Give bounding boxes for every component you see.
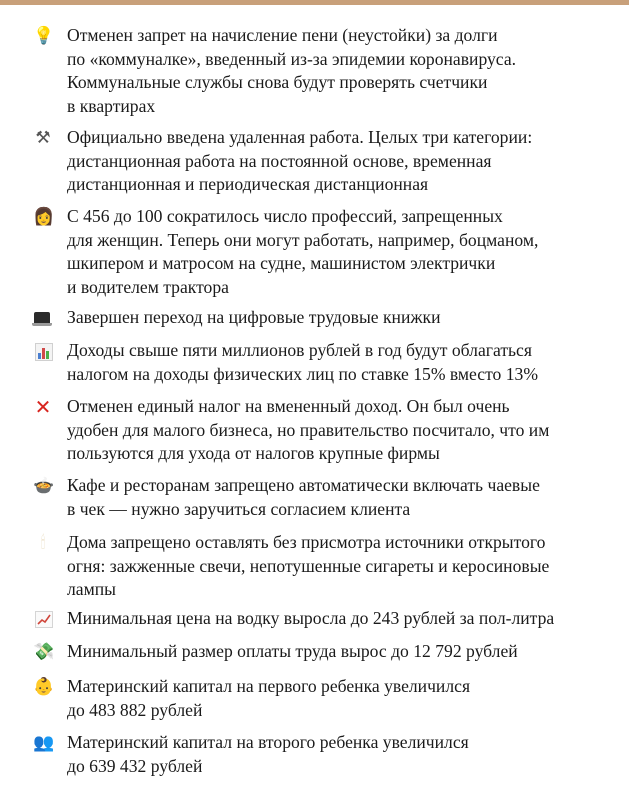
two-people-icon: 👥 [33, 733, 55, 753]
chart-increasing-icon [35, 611, 53, 628]
text-line: по «коммуналке», введенный из-за эпидемии коронавируса. [67, 48, 517, 69]
text-line: Отменен единый налог на вмененный доход. Он был очень [67, 396, 510, 416]
text-line: в квартирах [67, 95, 156, 116]
top-accent-bar [0, 0, 629, 5]
list-item-text [67, 607, 612, 631]
text-line: Официально введена удаленная работа. Целых три категории: [67, 127, 533, 147]
money-with-wings-icon: 💸 [33, 642, 55, 662]
list-item-text [67, 474, 612, 521]
text-line: Завершен переход на цифровые трудовые книжки [67, 307, 441, 327]
text-line: огня: зажженные свечи, непотушенные сигареты и керосиновые [67, 555, 550, 576]
woman-icon: 👩 [33, 207, 55, 227]
list-item-text [67, 306, 612, 330]
text-line: налогом на доходы физических лиц по ставке 15% вместо 13% [67, 363, 539, 384]
text-line: до 483 882 рублей [67, 699, 203, 720]
dish-icon: 🍲 [33, 476, 55, 496]
text-line: Материнский капитал на второго ребенка увеличился [67, 732, 469, 752]
text-line: и водителем трактора [67, 276, 229, 297]
list-item-text [67, 675, 612, 722]
text-line: лампы [67, 579, 116, 599]
list-item-text [67, 126, 612, 197]
light-bulb-icon: 💡 [33, 26, 55, 46]
text-line: дистанционная работа на постоянной основе, временная [67, 150, 492, 171]
text-line: дистанционная и периодическая дистанционная [67, 174, 429, 194]
candle-icon: 🕯 [40, 533, 46, 553]
hammer-and-wrench-icon: ⚒ [35, 128, 51, 148]
text-line: Коммунальные службы снова будут проверять счетчики [67, 72, 488, 92]
text-line: Доходы свыше пяти миллионов рублей в год будут облагаться [67, 340, 532, 360]
text-line: пользуются для ухода от налогов крупные фирмы [67, 443, 440, 463]
text-line: в чек — нужно заручиться согласием клиента [67, 498, 411, 519]
list-item-text [67, 640, 612, 664]
list-item-text [67, 731, 612, 778]
bar-chart-icon [35, 343, 53, 361]
list-item-text [67, 205, 612, 299]
list-item-text [67, 24, 612, 118]
list-item-text [67, 531, 612, 602]
text-line: Дома запрещено оставлять без присмотра источники открытого [67, 532, 546, 552]
text-line: до 639 432 рублей [67, 755, 203, 776]
baby-icon: 👶 [33, 677, 55, 697]
text-line: шкипером и матросом на судне, машинистом электрички [67, 253, 496, 273]
text-line: Минимальный размер оплаты труда вырос до 12 792 рублей [67, 641, 518, 661]
list-item-text [67, 395, 612, 466]
cross-mark-icon: ✕ [34, 395, 52, 419]
text-line: Отменен запрет на начисление пени (неустойки) за долги [67, 25, 498, 45]
text-line: Материнский капитал на первого ребенка увеличился [67, 676, 471, 696]
text-line: С 456 до 100 сократилось число профессий, запрещенных [67, 206, 503, 226]
laptop-icon [34, 312, 50, 323]
text-line: для женщин. Теперь они могут работать, например, боцманом, [67, 229, 539, 250]
list-item-text [67, 339, 612, 386]
text-line: удобен для малого бизнеса, но правительство посчитало, что им [67, 419, 550, 440]
text-line: Кафе и ресторанам запрещено автоматически включать чаевые [67, 475, 540, 495]
text-line: Минимальная цена на водку выросла до 243 рублей за пол-литра [67, 608, 555, 628]
